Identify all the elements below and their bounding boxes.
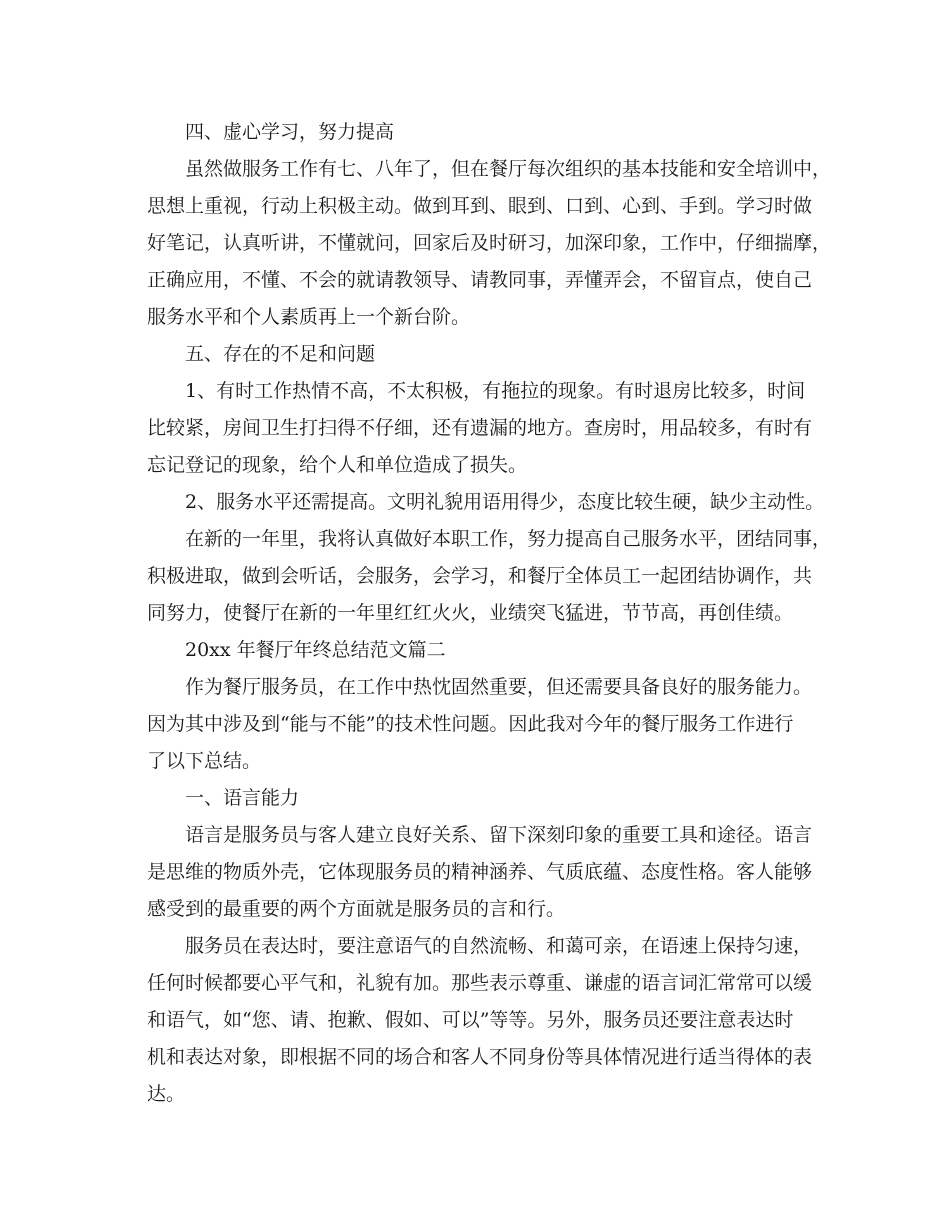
paragraph-line: 是思维的物质外壳，它体现服务员的精神涵养、气质底蕴、态度性格。客人能够 (147, 861, 813, 883)
paragraph-line: 1、有时工作热情不高，不太积极，有拖拉的现象。有时退房比较多，时间 (185, 380, 806, 402)
paragraph-line: 比较紧，房间卫生打扫得不仔细，还有遗漏的地方。查房时，用品较多，有时有 (147, 417, 813, 439)
paragraph-line: 和语气，如“您、请、抱歉、假如、可以”等等。另外，服务员还要注意表达时 (147, 1009, 794, 1031)
paragraph-line: 机和表达对象，即根据不同的场合和客人不同身份等具体情况进行适当得体的表 (147, 1046, 813, 1068)
paragraph-line: 感受到的最重要的两个方面就是服务员的言和行。 (147, 898, 566, 920)
article-title: 20xx 年餐厅年终总结范文篇二 (185, 639, 446, 661)
paragraph-line: 服务员在表达时，要注意语气的自然流畅、和蔼可亲，在语速上保持匀速， (185, 935, 813, 957)
section-heading-4: 四、虚心学习，努力提高 (185, 121, 395, 143)
paragraph-line: 达。 (147, 1083, 186, 1105)
paragraph-line: 语言是服务员与客人建立良好关系、留下深刻印象的重要工具和途径。语言 (185, 824, 813, 846)
paragraph-line: 忘记登记的现象，给个人和单位造成了损失。 (147, 454, 528, 476)
paragraph-line: 同努力，使餐厅在新的一年里红红火火，业绩突飞猛进，节节高，再创佳绩。 (147, 602, 794, 624)
paragraph-line: 好笔记，认真听讲，不懂就问，回家后及时研习，加深印象，工作中，仔细揣摩， (147, 232, 832, 254)
paragraph-line: 因为其中涉及到“能与不能”的技术性问题。因此我对今年的餐厅服务工作进行 (147, 713, 794, 735)
paragraph-line: 积极进取，做到会听话，会服务，会学习，和餐厅全体员工一起团结协调作，共 (147, 565, 813, 587)
paragraph-line: 正确应用，不懂、不会的就请教领导、请教同事，弄懂弄会，不留盲点，使自己 (147, 269, 813, 291)
section-heading-1: 一、语言能力 (185, 787, 300, 809)
paragraph-line: 了以下总结。 (147, 750, 262, 772)
paragraph-line: 任何时候都要心平气和，礼貌有加。那些表示尊重、谦虚的语言词汇常常可以缓 (147, 972, 813, 994)
section-heading-5: 五、存在的不足和问题 (185, 343, 376, 365)
paragraph-line: 在新的一年里，我将认真做好本职工作，努力提高自己服务水平，团结同事， (185, 528, 832, 550)
paragraph-line: 2、服务水平还需提高。文明礼貌用语用得少，态度比较生硬，缺少主动性。 (185, 491, 825, 513)
paragraph-line: 服务水平和个人素质再上一个新台阶。 (147, 306, 471, 328)
paragraph-line: 虽然做服务工作有七、八年了，但在餐厅每次组织的基本技能和安全培训中， (185, 158, 832, 180)
paragraph-line: 作为餐厅服务员，在工作中热忱固然重要，但还需要具备良好的服务能力。 (185, 676, 813, 698)
paragraph-line: 思想上重视，行动上积极主动。做到耳到、眼到、口到、心到、手到。学习时做 (147, 195, 813, 217)
